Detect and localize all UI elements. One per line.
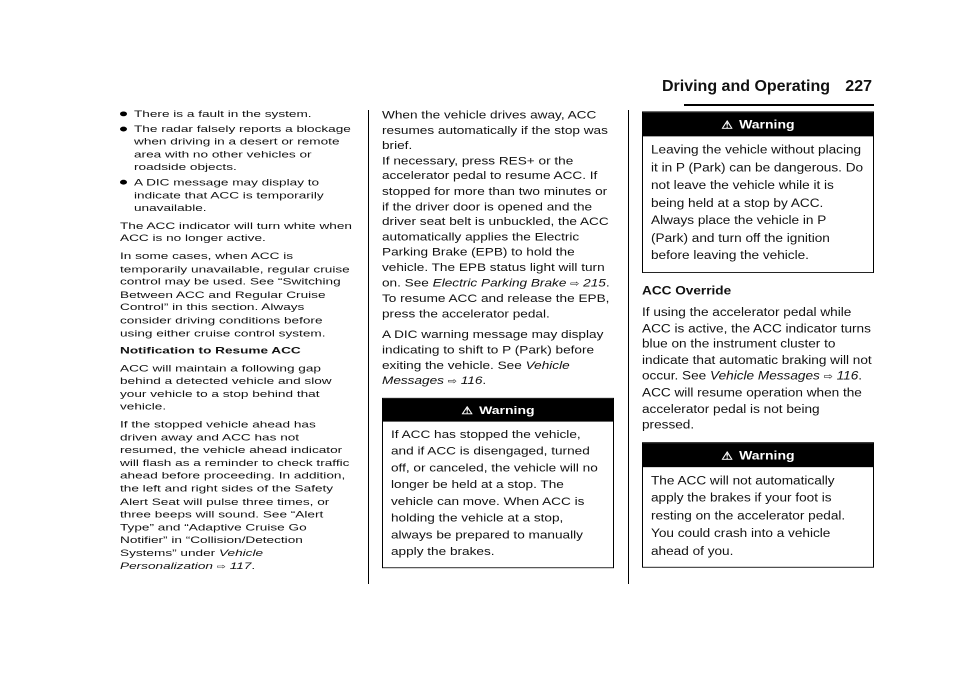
paragraph xyxy=(382,328,614,390)
page-reference[interactable]: 215 xyxy=(583,276,606,289)
paragraph-text: If using the accelerator pedal while ACC is active, the ACC indicator turns blue on the instrument cluster to indicate that automatic braking will not occur. See xyxy=(642,305,872,383)
paragraph: In some cases, when ACC is temporarily unavailable, regular cruise control may be used. See “Switching Between ACC and Regular Cruise Control” in this section. Always consider driving conditions before using either cruise control system. xyxy=(120,250,350,339)
warning-icon: ⚠ xyxy=(461,404,474,417)
warning-body: Leaving the vehicle without placing it in P (Park) can be dangerous. Do not leave the vehicle while it is being held at a stop by ACC. Always place the vehicle in P (Park) and turn off the ignition before leaving the vehicle. xyxy=(651,143,864,262)
header-rule xyxy=(684,104,874,106)
warning-body: The ACC will not automatically apply the brakes if your foot is resting on the accelerator pedal. You could crash into a vehicle ahead of you. xyxy=(651,473,846,558)
page-header xyxy=(0,78,960,106)
paragraph xyxy=(120,419,352,574)
paragraph-text: If the stopped vehicle ahead has driven away and ACC has not resumed, the vehicle ahead indicator will flash as a reminder to check traffic ahead before proceeding. In addition, the left and right sides of the Safety Alert Seat will pulse three times, or three beeps will sound. See “Alert Type” and “Adaptive Cruise Go Notifier” in “Collision/Detection Systems” under xyxy=(120,419,350,558)
paragraph-text: . ACC will resume operation when the accelerator pedal is not being pressed. xyxy=(642,369,863,432)
warning-box xyxy=(642,111,874,272)
warning-title-bar xyxy=(383,398,613,421)
cross-reference-link[interactable]: Vehicle Personalization xyxy=(120,547,264,571)
paragraph: When the vehicle drives away, ACC resumes automatically if the stop was brief. xyxy=(382,108,608,152)
page-reference[interactable]: 116 xyxy=(836,369,859,383)
warning-title: Warning xyxy=(739,117,795,132)
cross-reference-link[interactable]: Vehicle Messages xyxy=(382,358,570,387)
column-divider xyxy=(628,110,629,584)
section-title: Driving and Operating xyxy=(661,78,830,95)
paragraph-text: . xyxy=(251,560,256,571)
warning-title: Warning xyxy=(739,448,795,462)
list-item: The radar falsely reports a blockage when driving in a desert or remote area with no other vehicles or roadside objects. xyxy=(120,123,352,174)
column-left xyxy=(120,108,352,578)
column-right xyxy=(642,108,874,578)
cross-reference-link[interactable]: Electric Parking Brake xyxy=(432,276,567,289)
warning-title-bar xyxy=(643,443,873,467)
heading-notification-resume: Notification to Resume ACC xyxy=(120,345,301,356)
warning-icon: ⚠ xyxy=(721,448,734,462)
paragraph: The ACC indicator will turn white when ACC is no longer active. xyxy=(120,220,352,244)
fault-list xyxy=(120,108,352,215)
page-number: 227 xyxy=(845,78,872,95)
page-arrow-icon: ⇨ xyxy=(447,376,457,387)
page-arrow-icon: ⇨ xyxy=(570,278,580,289)
page-reference[interactable]: 117 xyxy=(229,560,252,571)
list-item: There is a fault in the system. xyxy=(120,108,352,121)
paragraph-text: If necessary, press RES+ or the accelerator pedal to resume ACC. If stopped for more than two minutes or if the driver door is opened and the driver seat belt is unbuckled, the ACC automatically applies the Electric Parking Brake (EPB) to hold the vehicle. The EPB status light will turn on. See xyxy=(382,154,609,289)
paragraph-text: . xyxy=(482,374,487,387)
cross-reference-link[interactable]: Vehicle Messages xyxy=(710,369,820,383)
paragraph-text: A DIC warning message may display indicating to shift to P (Park) before exiting the vehicle. See xyxy=(382,328,604,372)
warning-body: If ACC has stopped the vehicle, and if ACC is disengaged, turned off, or canceled, the vehicle will no longer be held at a stop. The vehicle can move. When ACC is holding the vehicle at a stop, always be prepared to manually apply the brakes. xyxy=(391,427,598,558)
warning-box xyxy=(642,442,874,568)
column-middle xyxy=(382,108,614,578)
warning-icon: ⚠ xyxy=(721,118,734,132)
page-arrow-icon: ⇨ xyxy=(823,372,833,383)
column-divider xyxy=(368,110,369,584)
paragraph: ACC will maintain a following gap behind a detected vehicle and slow your vehicle to a stop behind that vehicle. xyxy=(120,363,332,412)
paragraph xyxy=(642,305,874,434)
page-arrow-icon: ⇨ xyxy=(216,562,226,571)
paragraph-text: . To resume ACC and release the EPB, press the accelerator pedal. xyxy=(382,276,610,320)
heading-acc-override: ACC Override xyxy=(642,283,732,297)
warning-box xyxy=(382,398,614,568)
warning-title: Warning xyxy=(479,403,535,417)
list-item: A DIC message may display to indicate that ACC is temporarily unavailable. xyxy=(120,176,352,214)
paragraph xyxy=(382,154,614,322)
warning-title-bar xyxy=(643,112,873,136)
page-reference[interactable]: 116 xyxy=(460,374,483,387)
